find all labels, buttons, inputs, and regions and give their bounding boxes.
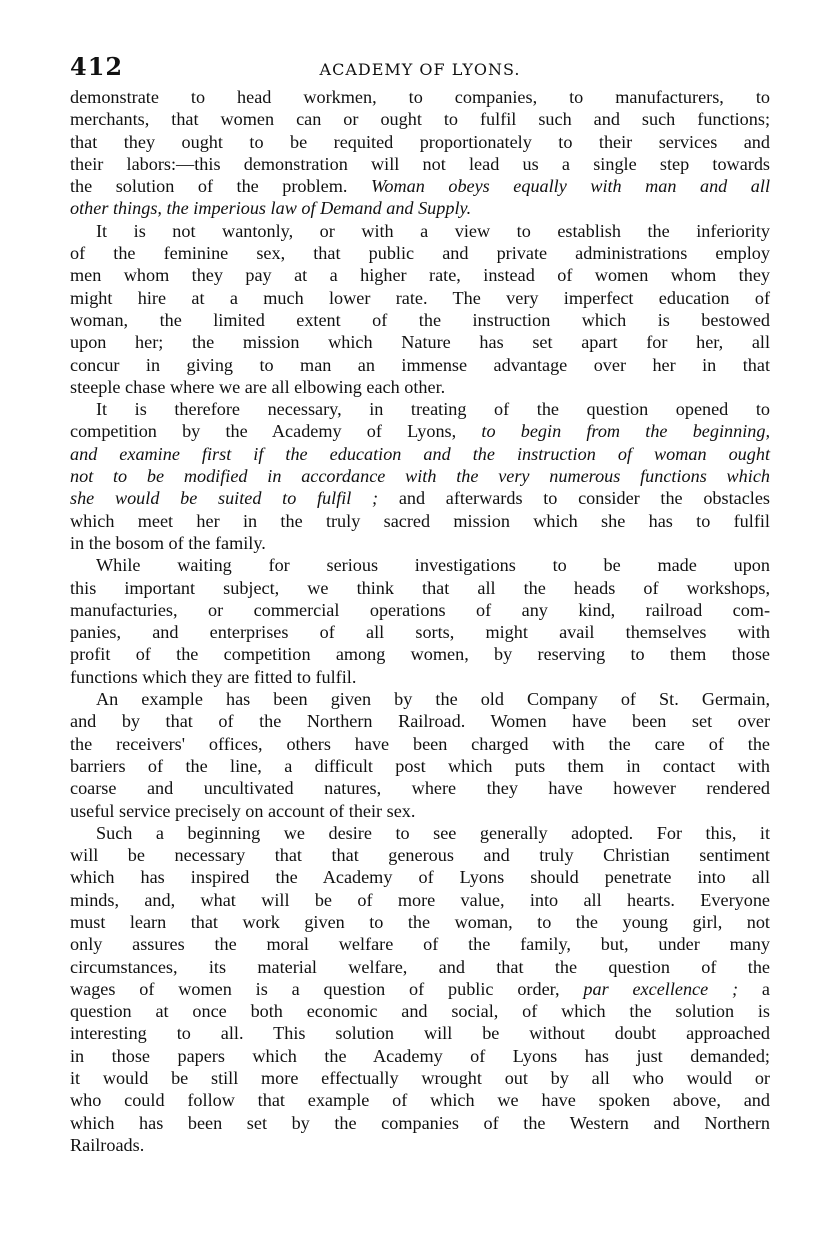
text-line: [70, 287, 770, 309]
text-run: upon her; the mission which Nature has set apart for her, all: [70, 332, 770, 353]
text-run: woman, the limited extent of the instruction which is bestowed: [70, 309, 770, 330]
text-line: [70, 733, 770, 755]
text-run: manufacturies, or commercial operations of any kind, railroad com-: [70, 599, 770, 620]
text-run: of the feminine sex, that public and private administrations employ: [70, 243, 770, 264]
book-page: [70, 52, 770, 1156]
text-run: might hire at a much lower rate. The very imperfect education of: [70, 287, 770, 308]
running-header: [70, 52, 770, 86]
text-run: this important subject, we think that all the heads of workshops,: [70, 577, 770, 598]
text-run: Railroads.: [70, 1134, 145, 1155]
text-run: circumstances, its material welfare, and that the question of the: [70, 956, 770, 977]
text-line: [70, 1000, 770, 1022]
text-line: [70, 889, 770, 911]
text-line: [70, 443, 770, 465]
text-line: [70, 1112, 770, 1134]
text-run: It is not wantonly, or with a view to establish the inferiority: [96, 220, 770, 241]
paragraph: [70, 688, 770, 822]
text-run: interesting to all. This solution will be without doubt approached: [70, 1023, 770, 1044]
text-run: that they ought to be requited proportionately to their services and: [70, 131, 770, 152]
text-line: [70, 510, 770, 532]
text-run: While waiting for serious investigations to be made upon: [96, 555, 770, 576]
paragraph: [70, 554, 770, 688]
text-line: [70, 666, 770, 688]
text-line: [70, 354, 770, 376]
text-run: and by that of the Northern Railroad. Women have been set over: [70, 711, 770, 732]
text-line: [70, 197, 770, 219]
text-line: [70, 643, 770, 665]
text-line: [70, 822, 770, 844]
text-run: and afterwards to consider the obstacles: [378, 488, 770, 509]
text-line: [70, 398, 770, 420]
text-run: in those papers which the Academy of Lyons has just demanded;: [70, 1045, 770, 1066]
text-line: [70, 1089, 770, 1111]
text-line: [70, 844, 770, 866]
paragraph: [70, 398, 770, 554]
italic-text-run: to begin from the beginning,: [481, 421, 770, 442]
text-line: [70, 465, 770, 487]
text-line: [70, 1067, 770, 1089]
text-run: question at once both economic and social, of which the solution is: [70, 1001, 770, 1022]
text-line: [70, 108, 770, 130]
text-run: the solution of the problem.: [70, 176, 371, 197]
page-number: 412: [70, 52, 124, 81]
text-run: An example has been given by the old Company of St. Germain,: [96, 689, 770, 710]
text-run: who could follow that example of which we have spoken above, and: [70, 1090, 770, 1111]
text-run: profit of the competition among women, by reserving to them those: [70, 644, 770, 665]
text-run: demonstrate to head workmen, to companies, to manufacturers, to: [70, 87, 770, 107]
text-line: [70, 777, 770, 799]
text-line: [70, 1045, 770, 1067]
text-run: it would be still more effectually wrought out by all who would or: [70, 1068, 770, 1089]
text-run: steeple chase where we are all elbowing each other.: [70, 376, 446, 397]
text-line: [70, 86, 770, 108]
text-line: [70, 331, 770, 353]
paragraph: [70, 86, 770, 220]
text-run: wages of women is a question of public order,: [70, 978, 584, 999]
text-line: [70, 1022, 770, 1044]
text-line: [70, 532, 770, 554]
text-line: [70, 554, 770, 576]
text-line: [70, 153, 770, 175]
text-line: [70, 933, 770, 955]
text-run: panies, and enterprises of all sorts, might avail themselves with: [70, 622, 770, 643]
paragraph: [70, 822, 770, 1156]
paragraph: [70, 220, 770, 398]
text-line: [70, 800, 770, 822]
text-run: which has inspired the Academy of Lyons should penetrate into all: [70, 867, 770, 888]
text-line: [70, 911, 770, 933]
text-run: must learn that work given to the woman, to the young girl, not: [70, 911, 770, 932]
text-line: [70, 131, 770, 153]
text-run: the receivers' offices, others have been charged with the care of the: [70, 733, 770, 754]
italic-text-run: she would be suited to fulfil ;: [70, 488, 379, 509]
text-line: [70, 376, 770, 398]
italic-text-run: par excellence ;: [583, 978, 739, 999]
text-run: Such a beginning we desire to see generally adopted. For this, it: [96, 822, 770, 843]
text-run: which has been set by the companies of the Western and Northern: [70, 1112, 770, 1133]
italic-text-run: Woman obeys equally with man and all: [370, 176, 770, 197]
text-run: men whom they pay at a higher rate, instead of women whom they: [70, 265, 770, 286]
text-run: useful service precisely on account of their sex.: [70, 800, 416, 821]
text-line: [70, 420, 770, 442]
text-run: concur in giving to man an immense advantage over her in that: [70, 354, 770, 375]
text-line: [70, 175, 770, 197]
text-line: [70, 309, 770, 331]
text-line: [70, 866, 770, 888]
text-run: coarse and uncultivated natures, where they have however rendered: [70, 778, 770, 799]
italic-text-run: other things, the imperious law of Demand and Supply.: [70, 198, 472, 219]
italic-text-run: not to be modified in accordance with the very numerous functions which: [70, 466, 770, 487]
text-line: [70, 755, 770, 777]
text-line: [70, 710, 770, 732]
italic-text-run: and examine first if the education and the instruction of woman ought: [70, 443, 770, 464]
text-line: [70, 487, 770, 509]
text-line: [70, 688, 770, 710]
text-run: which meet her in the truly sacred mission which she has to fulfil: [70, 510, 770, 531]
text-line: [70, 220, 770, 242]
body-text: [70, 86, 770, 1156]
text-line: [70, 621, 770, 643]
text-line: [70, 242, 770, 264]
text-run: minds, and, what will be of more value, into all hearts. Everyone: [70, 889, 770, 910]
text-run: merchants, that women can or ought to fulfil such and such functions;: [70, 109, 770, 130]
text-run: in the bosom of the family.: [70, 532, 266, 553]
text-line: [70, 264, 770, 286]
running-title: ACADEMY OF LYONS.: [319, 60, 521, 79]
text-line: [70, 956, 770, 978]
text-run: their labors:—this demonstration will not lead us a single step towards: [70, 153, 770, 174]
text-run: competition by the Academy of Lyons,: [70, 421, 482, 442]
text-line: [70, 577, 770, 599]
text-line: [70, 599, 770, 621]
text-line: [70, 1134, 770, 1156]
text-run: functions which they are fitted to fulfil.: [70, 666, 357, 687]
text-line: [70, 978, 770, 1000]
text-run: It is therefore necessary, in treating of the question opened to: [96, 399, 770, 420]
text-run: will be necessary that that generous and truly Christian sentiment: [70, 845, 770, 866]
text-run: a: [738, 978, 771, 999]
text-run: only assures the moral welfare of the family, but, under many: [70, 934, 770, 955]
text-run: barriers of the line, a difficult post which puts them in contact with: [70, 755, 770, 776]
